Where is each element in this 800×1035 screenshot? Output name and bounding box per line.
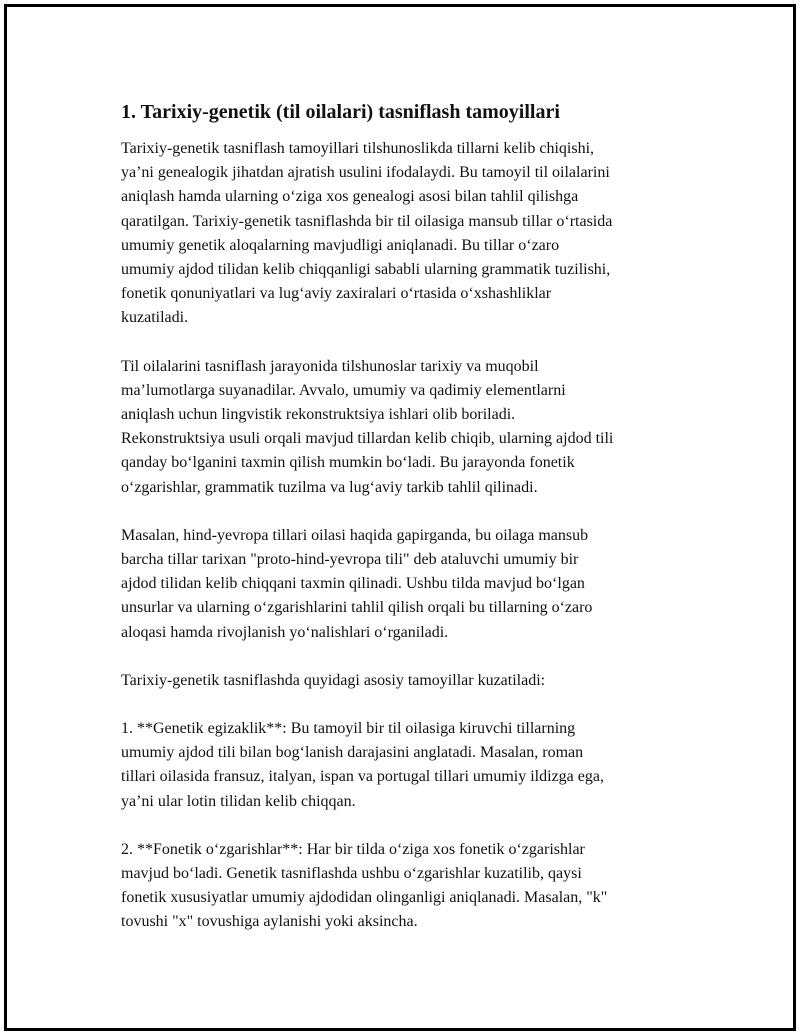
paragraph	[121, 838, 711, 935]
text-line: tovushi "x" tovushiga aylanishi yoki aksincha.	[121, 913, 418, 931]
text-line: ya’ni ular lotin tilidan kelib chiqqan.	[121, 792, 356, 810]
page-frame	[4, 4, 796, 1031]
text-line: unsurlar va ularning o‘zgarishlarini tahlil qilish orqali bu tillarning o‘zaro	[121, 599, 593, 617]
text-line: aloqasi hamda rivojlanish yo‘nalishlari o‘rganiladi.	[121, 623, 449, 641]
paragraph-list	[121, 137, 711, 935]
text-line: mavjud bo‘ladi. Genetik tasniflashda ushbu o‘zgarishlar kuzatilib, qaysi	[121, 865, 582, 883]
text-line: umumiy ajdod tilidan kelib chiqqanligi sababli ularning grammatik tuzilishi,	[121, 261, 611, 279]
text-line: o‘zgarishlar, grammatik tuzilma va lug‘aviy tarkib tahlil qilinadi.	[121, 478, 538, 496]
text-line: umumiy genetik aloqalarning mavjudligi aniqlanadi. Bu tillar o‘zaro	[121, 236, 560, 254]
text-line: barcha tillar tarixan "proto-hind-yevropa tili" deb ataluvchi umumiy bir	[121, 551, 579, 569]
text-line: Tarixiy-genetik tasniflashda quyidagi asosiy tamoyillar kuzatiladi:	[121, 671, 546, 689]
text-line: umumiy ajdod tili bilan bog‘lanish darajasini anglatadi. Masalan, roman	[121, 744, 584, 762]
paragraph	[121, 669, 711, 693]
text-line: 2. **Fonetik o‘zgarishlar**: Har bir tilda o‘ziga xos fonetik o‘zgarishlar	[121, 840, 585, 858]
text-line: qanday bo‘lganini taxmin qilish mumkin bo‘ladi. Bu jarayonda fonetik	[121, 454, 575, 472]
text-line: tillari oilasida fransuz, italyan, ispan va portugal tillari umumiy ildizga ega,	[121, 768, 604, 786]
text-line: ma’lumotlarga suyanadilar. Avvalo, umumiy va qadimiy elementlarni	[121, 381, 566, 399]
paragraph	[121, 524, 711, 645]
paragraph	[121, 355, 711, 500]
text-line: aniqlash hamda ularning o‘ziga xos genealogi asosi bilan tahlil qilishga	[121, 188, 579, 206]
text-line: ajdod tilidan kelib chiqqani taxmin qilinadi. Ushbu tilda mavjud bo‘lgan	[121, 575, 585, 593]
document-title: 1. Tarixiy-genetik (til oilalari) tasniflash tamoyillari	[121, 101, 560, 123]
text-line: ya’ni genealogik jihatdan ajratish usulini ifodalaydi. Bu tamoyil til oilalarini	[121, 164, 610, 182]
text-line: Masalan, hind-yevropa tillari oilasi haqida gapirganda, bu oilaga mansub	[121, 526, 589, 544]
document-body	[121, 99, 711, 959]
text-line: Til oilalarini tasniflash jarayonida tilshunoslar tarixiy va muqobil	[121, 357, 539, 375]
text-line: Tarixiy-genetik tasniflash tamoyillari tilshunoslikda tillarni kelib chiqishi,	[121, 140, 595, 157]
text-line: fonetik xususiyatlar umumiy ajdodidan olinganligi aniqlanadi. Masalan, "k"	[121, 889, 608, 907]
text-line: fonetik qonuniyatlari va lug‘aviy zaxiralari o‘rtasida o‘xshashliklar	[121, 285, 552, 303]
text-line: 1. **Genetik egizaklik**: Bu tamoyil bir til oilasiga kiruvchi tillarning	[121, 720, 576, 738]
text-line: kuzatiladi.	[121, 309, 189, 327]
text-line: Rekonstruktsiya usuli orqali mavjud tillardan kelib chiqib, ularning ajdod tili	[121, 430, 614, 448]
text-line: aniqlash uchun lingvistik rekonstruktsiya ishlari olib boriladi.	[121, 406, 516, 424]
text-line: qaratilgan. Tarixiy-genetik tasniflashda bir til oilasiga mansub tillar o‘rtasida	[121, 212, 613, 230]
paragraph	[121, 137, 711, 331]
paragraph	[121, 717, 711, 814]
